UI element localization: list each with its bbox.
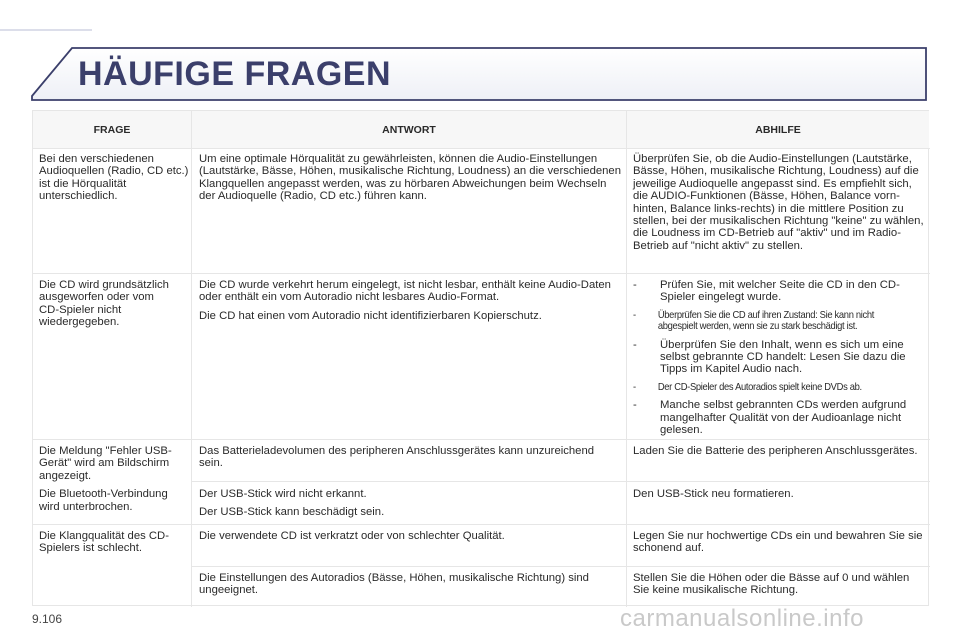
abhilfe-cell [633, 488, 926, 506]
antwort-cell [199, 530, 619, 548]
list-item [633, 339, 926, 376]
row-divider [33, 273, 930, 274]
bullet-text: Überprüfen Sie die CD auf ihren Zustand: Sie kann nicht abgespielt werden, wenn sie zu stark beschädigt ist. [657, 309, 875, 333]
frage-text: Bei den verschiedenen Audioquellen (Radio, CD etc.) ist die Hörqualität unterschiedlich. [39, 153, 189, 203]
header-abhilfe: ABHILFE [627, 111, 929, 148]
abhilfe-text: Überprüfen Sie, ob die Audio-Einstellungen (Lautstärke, Bässe, Höhen, musikalische Richtung, Loudness) auf die jeweilige Audioquelle angepasst sind. Es empfiehlt sich, die AUDIO-Funktionen (Bässe, Höhen, Balance vorn-hinten, Balance links-rechts) in die mittlere Position zu stellen, bei der musikalischen Richtung "keine" zu wählen, die Loudness im CD-Betrieb auf "aktiv" und im Radio-Betrieb auf "nicht aktiv" zu stellen. [633, 153, 924, 252]
bullet-text: Überprüfen Sie den Inhalt, wenn es sich um eine selbst gebrannte CD handelt: Lesen Sie dazu die Tipps im Kapitel Audio nach. [660, 338, 906, 376]
title-band [0, 0, 960, 110]
column-divider [191, 111, 192, 607]
abhilfe-list [633, 279, 926, 436]
antwort-cell [199, 279, 621, 328]
antwort-text: Die CD wurde verkehrt herum eingelegt, ist nicht lesbar, enthält keine Audio-Daten oder enthält ein vom Autoradio nicht lesbares Audio-Format. [199, 279, 611, 304]
antwort-text: Die Einstellungen des Autoradios (Bässe, Höhen, musikalische Richtung) sind ungeeignet. [199, 572, 589, 597]
abhilfe-text: Stellen Sie die Höhen oder die Bässe auf 0 und wählen Sie keine musikalische Richtung. [633, 572, 910, 597]
table-row [39, 279, 171, 335]
header-frage: FRAGE [33, 111, 191, 148]
frage-text: Die Meldung "Fehler USB-Gerät" wird am Bildschirm angezeigt. [39, 445, 172, 482]
abhilfe-text: Laden Sie die Batterie des peripheren Anschlussgerätes. [633, 445, 918, 457]
bullet-text: Manche selbst gebrannten CDs werden aufgrund mangelhafter Qualität von der Audioanlage nicht gelesen. [660, 399, 907, 437]
abhilfe-cell [633, 445, 926, 463]
bullet-dash: - [633, 309, 636, 321]
abhilfe-cell [633, 572, 926, 603]
page-number: 9.106 [32, 612, 63, 626]
list-item [633, 382, 903, 393]
antwort-text: Um eine optimale Hörqualität zu gewährleisten, können die Audio-Einstellungen (Lautstärke, Bässe, Höhen, musikalische Richtung, Loudness) an die verschiedenen Klangquellen angepasst werden, was zu hörbaren Abweichungen beim Wechseln der Audioquelle (Radio, CD etc.) führen kann. [199, 153, 621, 203]
abhilfe-cell [633, 530, 926, 561]
abhilfe-cell [633, 153, 926, 258]
frage-text: Die CD wird grundsätzlich ausgeworfen oder vom CD-Spieler nicht wiedergegeben. [39, 279, 169, 329]
antwort-cell [199, 488, 619, 525]
column-divider [626, 111, 627, 607]
bullet-text: Der CD-Spieler des Autoradios spielt keine DVDs ab. [657, 381, 862, 393]
table-row [39, 530, 189, 561]
list-item [633, 279, 926, 304]
abhilfe-cell [633, 279, 926, 442]
frage-text: Die Klangqualität des CD-Spielers ist schlecht. [39, 530, 169, 555]
bullet-dash: - [633, 399, 637, 412]
page-title: HÄUFIGE FRAGEN [78, 55, 391, 93]
antwort-text: Der USB-Stick wird nicht erkannt. [199, 488, 367, 500]
header-antwort: ANTWORT [192, 111, 626, 148]
table-row [39, 153, 189, 209]
row-divider [33, 148, 930, 149]
abhilfe-text: Legen Sie nur hochwertige CDs ein und bewahren Sie sie schonend auf. [633, 530, 923, 555]
antwort-text: Die CD hat einen vom Autoradio nicht identifizierbaren Kopierschutz. [199, 309, 542, 322]
table-row [39, 445, 189, 519]
row-divider [192, 481, 930, 482]
bullet-text: Prüfen Sie, mit welcher Seite die CD in den CD-Spieler eingelegt wurde. [660, 279, 900, 304]
antwort-text: Die verwendete CD ist verkratzt oder von schlechter Qualität. [199, 530, 505, 542]
bullet-dash: - [633, 338, 637, 351]
frage-text: Die Bluetooth-Verbindung wird unterbrochen. [39, 488, 168, 513]
abhilfe-text: Den USB-Stick neu formatieren. [633, 488, 794, 500]
antwort-text: Der USB-Stick kann beschädigt sein. [199, 506, 385, 519]
watermark: carmanualsonline.info [620, 605, 864, 632]
row-divider [192, 566, 930, 567]
antwort-text: Das Batterieladevolumen des peripheren Anschlussgerätes kann unzureichend sein. [199, 445, 595, 470]
list-item [633, 310, 903, 333]
antwort-cell [199, 153, 621, 209]
antwort-cell [199, 572, 619, 603]
antwort-cell [199, 445, 619, 476]
list-item [633, 399, 926, 436]
faq-table [32, 110, 929, 606]
bullet-dash: - [633, 279, 637, 291]
bullet-dash: - [633, 381, 636, 393]
